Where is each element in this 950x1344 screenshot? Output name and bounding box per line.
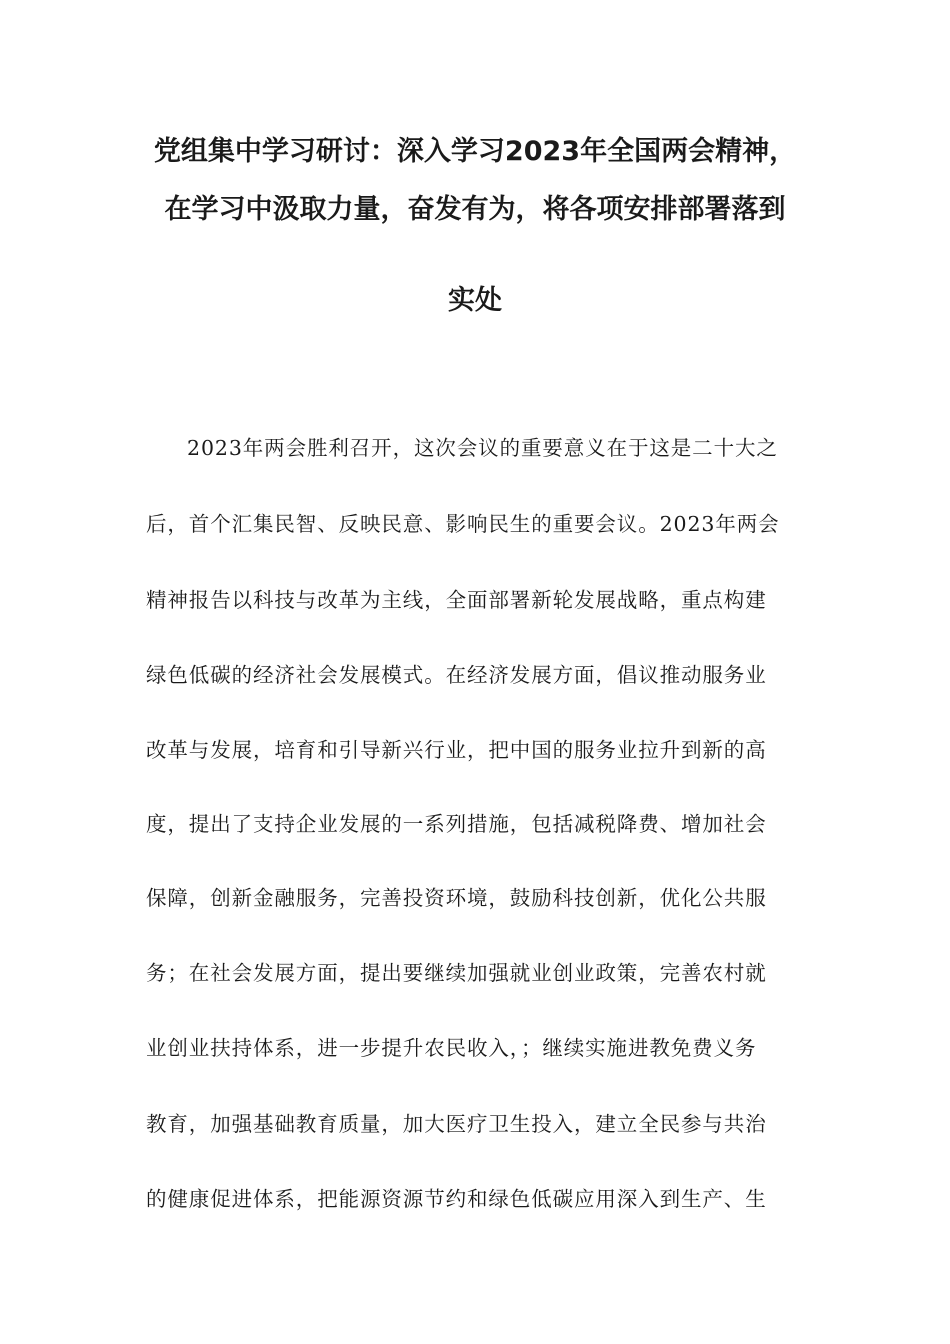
body-line-7: 保障，创新金融服务，完善投资环境，鼓励科技创新，优化公共服 [146,886,767,910]
body-line-5: 改革与发展，培育和引导新兴行业，把中国的服务业拉升到新的高 [146,738,767,762]
body-line-2: 后，首个汇集民智、反映民意、影响民生的重要会议。2023年两会 [146,512,780,536]
body-line-4: 绿色低碳的经济社会发展模式。在经济发展方面，倡议推动服务业 [146,663,767,687]
body-line-9: 业创业扶持体系，进一步提升农民收入，；继续实施进教免费义务 [146,1036,757,1060]
body-line-10: 教育，加强基础教育质量，加大医疗卫生投入，建立全民参与共治 [146,1112,767,1136]
body-line-11: 的健康促进体系，把能源资源节约和绿色低碳应用深入到生产、生 [146,1187,767,1211]
title-line-1: 党组集中学习研讨：深入学习2023年全国两会精神， [153,136,797,167]
title-line-3: 实处 [448,285,502,316]
title-line-2: 在学习中汲取力量，奋发有为，将各项安排部署落到 [164,194,786,225]
body-line-3: 精神报告以科技与改革为主线，全面部署新轮发展战略，重点构建 [146,588,767,612]
body-line-6: 度，提出了支持企业发展的一系列措施，包括减税降费、增加社会 [146,812,767,836]
body-line-8: 务；在社会发展方面，提出要继续加强就业创业政策，完善农村就 [146,961,767,985]
body-line-1: 2023年两会胜利召开，这次会议的重要意义在于这是二十大之 [187,436,778,460]
